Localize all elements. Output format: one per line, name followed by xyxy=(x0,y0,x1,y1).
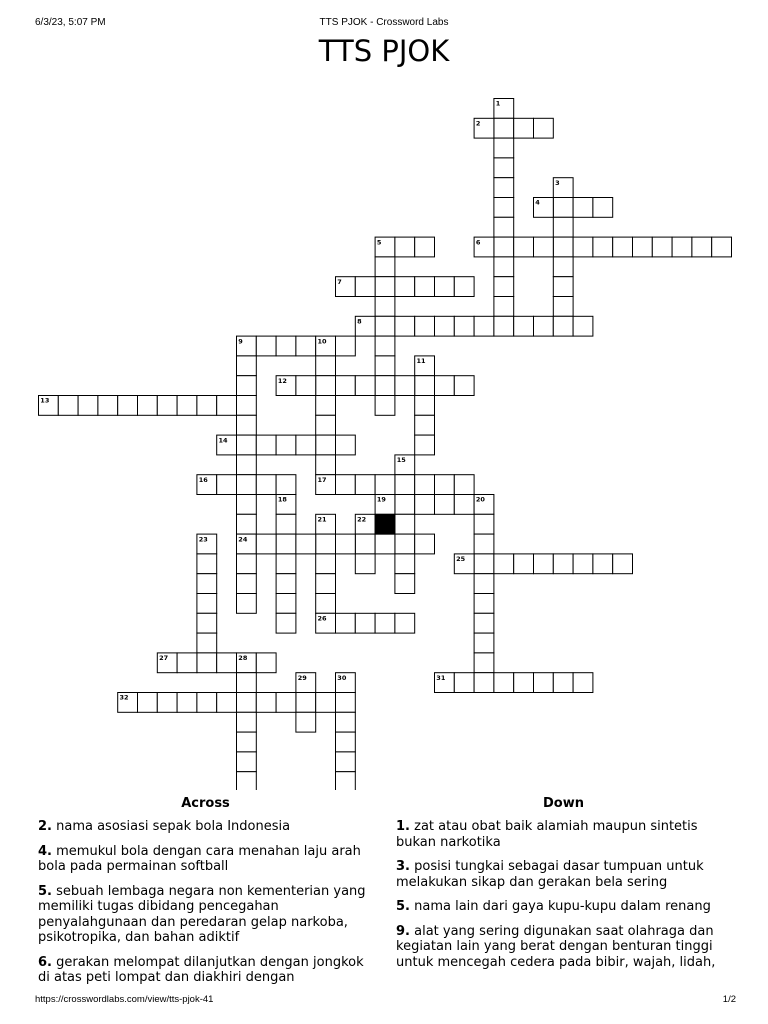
grid-cell[interactable] xyxy=(336,435,356,455)
grid-cell[interactable] xyxy=(474,316,494,336)
clue-number: 3. xyxy=(396,859,410,874)
grid-cell[interactable] xyxy=(98,396,118,416)
grid-number: 15 xyxy=(396,456,406,465)
print-header-datetime: 6/3/23, 5:07 PM xyxy=(35,17,106,28)
grid-cell[interactable] xyxy=(435,475,455,495)
grid-number: 24 xyxy=(238,535,248,544)
clue-across xyxy=(38,884,373,946)
grid-cell[interactable] xyxy=(316,356,336,376)
grid-number: 28 xyxy=(238,654,248,663)
grid-number: 19 xyxy=(376,495,386,504)
grid-cell[interactable] xyxy=(435,495,455,515)
grid-block-cell xyxy=(375,514,395,534)
grid-cell[interactable] xyxy=(553,554,573,574)
grid-cell[interactable] xyxy=(415,495,435,515)
grid-cell[interactable] xyxy=(276,435,296,455)
grid-cell[interactable] xyxy=(514,237,534,257)
grid-number: 26 xyxy=(317,614,327,623)
grid-cell[interactable] xyxy=(494,277,514,297)
grid-number: 16 xyxy=(198,475,208,484)
grid-cell[interactable] xyxy=(435,316,455,336)
grid-number: 22 xyxy=(357,515,367,524)
grid-number: 2 xyxy=(475,119,481,128)
grid-cell[interactable] xyxy=(395,514,415,534)
grid-cell[interactable] xyxy=(375,396,395,416)
grid-cell[interactable] xyxy=(395,277,415,297)
grid-cell[interactable] xyxy=(177,653,197,673)
grid-number: 20 xyxy=(475,495,485,504)
grid-cell[interactable] xyxy=(316,376,336,396)
grid-cell[interactable] xyxy=(256,653,276,673)
grid-number: 32 xyxy=(119,693,129,702)
grid-cell[interactable] xyxy=(415,237,435,257)
grid-cell[interactable] xyxy=(593,198,613,218)
grid-number: 27 xyxy=(159,654,169,663)
grid-cell[interactable] xyxy=(237,772,257,790)
grid-cell[interactable] xyxy=(494,316,514,336)
grid-cell[interactable] xyxy=(474,594,494,614)
grid-cell[interactable] xyxy=(256,475,276,495)
grid-cell[interactable] xyxy=(415,435,435,455)
grid-cell[interactable] xyxy=(415,475,435,495)
clue-across xyxy=(38,955,373,986)
grid-number: 8 xyxy=(357,317,362,326)
page-title: TTS PJOK xyxy=(318,34,450,68)
grid-cell[interactable] xyxy=(672,237,692,257)
grid-cell[interactable] xyxy=(494,297,514,317)
grid-cell[interactable] xyxy=(355,554,375,574)
grid-cell[interactable] xyxy=(553,673,573,693)
grid-cell[interactable] xyxy=(336,732,356,752)
grid-cell[interactable] xyxy=(474,633,494,653)
grid-cell[interactable] xyxy=(573,198,593,218)
grid-cell[interactable] xyxy=(276,475,296,495)
grid-cell[interactable] xyxy=(177,396,197,416)
grid-cell[interactable] xyxy=(454,475,474,495)
clue-number: 6. xyxy=(38,954,52,970)
grid-cell[interactable] xyxy=(316,435,336,455)
grid-cell[interactable] xyxy=(395,237,415,257)
grid-cell[interactable] xyxy=(237,495,257,515)
grid-cell[interactable] xyxy=(217,693,237,713)
grid-cell[interactable] xyxy=(395,534,415,554)
grid-cell[interactable] xyxy=(415,316,435,336)
grid-cell[interactable] xyxy=(237,554,257,574)
grid-number: 18 xyxy=(277,495,287,504)
grid-cell[interactable] xyxy=(355,534,375,554)
grid-cell[interactable] xyxy=(474,574,494,594)
grid-cell[interactable] xyxy=(276,693,296,713)
grid-cell[interactable] xyxy=(494,217,514,237)
grid-cell[interactable] xyxy=(553,316,573,336)
grid-cell[interactable] xyxy=(296,693,316,713)
grid-cell[interactable] xyxy=(573,237,593,257)
grid-cell[interactable] xyxy=(256,693,276,713)
grid-cell[interactable] xyxy=(553,237,573,257)
grid-cell[interactable] xyxy=(336,534,356,554)
grid-cell[interactable] xyxy=(375,534,395,554)
grid-cell[interactable] xyxy=(316,554,336,574)
grid-cell[interactable] xyxy=(375,277,395,297)
grid-cell[interactable] xyxy=(474,653,494,673)
grid-cell[interactable] xyxy=(237,435,257,455)
grid-cell[interactable] xyxy=(454,316,474,336)
down-heading: Down xyxy=(543,796,584,811)
grid-cell[interactable] xyxy=(415,396,435,416)
grid-cell[interactable] xyxy=(177,693,197,713)
grid-cell[interactable] xyxy=(336,772,356,790)
clue-down xyxy=(396,899,731,915)
grid-number: 3 xyxy=(555,178,560,187)
grid-cell[interactable] xyxy=(157,693,177,713)
grid-number: 11 xyxy=(416,357,426,366)
grid-cell[interactable] xyxy=(494,118,514,138)
grid-cell[interactable] xyxy=(336,712,356,732)
grid-number: 21 xyxy=(317,515,327,524)
grid-cell[interactable] xyxy=(454,277,474,297)
grid-cell[interactable] xyxy=(553,277,573,297)
print-footer-page: 1/2 xyxy=(722,994,736,1005)
grid-cell[interactable] xyxy=(514,118,534,138)
grid-cell[interactable] xyxy=(474,613,494,633)
grid-number: 23 xyxy=(198,535,208,544)
grid-cell[interactable] xyxy=(217,475,237,495)
grid-cell[interactable] xyxy=(256,435,276,455)
grid-cell[interactable] xyxy=(296,712,316,732)
print-header-title: TTS PJOK - Crossword Labs xyxy=(319,17,449,28)
clue-text: posisi tungkai sebagai dasar tumpuan untuk melakukan sikap dan gerakan bela sering xyxy=(396,859,704,890)
grid-cell[interactable] xyxy=(256,336,276,356)
grid-cell[interactable] xyxy=(395,574,415,594)
grid-cell[interactable] xyxy=(415,376,435,396)
grid-cell[interactable] xyxy=(276,554,296,574)
grid-cell[interactable] xyxy=(553,257,573,277)
clue-number: 1. xyxy=(396,819,410,834)
grid-cell[interactable] xyxy=(237,396,257,416)
grid-cell[interactable] xyxy=(395,495,415,515)
grid-cell[interactable] xyxy=(573,673,593,693)
grid-cell[interactable] xyxy=(237,752,257,772)
clue-number: 5. xyxy=(396,899,410,914)
grid-cell[interactable] xyxy=(474,534,494,554)
grid-cell[interactable] xyxy=(316,396,336,416)
grid-cell[interactable] xyxy=(652,237,672,257)
clue-down xyxy=(396,859,731,890)
clue-down xyxy=(396,819,731,850)
grid-cell[interactable] xyxy=(316,455,336,475)
grid-number: 9 xyxy=(238,337,243,346)
clue-text: nama lain dari gaya kupu-kupu dalam renang xyxy=(414,899,711,914)
grid-cell[interactable] xyxy=(316,415,336,435)
grid-cell[interactable] xyxy=(197,633,217,653)
grid-cell[interactable] xyxy=(336,376,356,396)
grid-cell[interactable] xyxy=(454,376,474,396)
grid-cell[interactable] xyxy=(336,693,356,713)
grid-cell[interactable] xyxy=(613,237,633,257)
grid-cell[interactable] xyxy=(316,594,336,614)
grid-cell[interactable] xyxy=(197,653,217,673)
clue-text: zat atau obat baik alamiah maupun sintetis bukan narkotika xyxy=(396,819,698,850)
grid-cell[interactable] xyxy=(197,554,217,574)
grid-cell[interactable] xyxy=(316,534,336,554)
grid-cell[interactable] xyxy=(474,514,494,534)
grid-cell[interactable] xyxy=(395,554,415,574)
clue-number: 2. xyxy=(38,819,52,834)
grid-number: 7 xyxy=(337,277,342,286)
grid-number: 13 xyxy=(40,396,50,405)
clue-text: nama asosiasi sepak bola Indonesia xyxy=(56,819,291,834)
clue-across xyxy=(38,844,373,875)
grid-cell[interactable] xyxy=(138,396,158,416)
grid-cell[interactable] xyxy=(276,336,296,356)
grid-cell[interactable] xyxy=(237,455,257,475)
grid-cell[interactable] xyxy=(118,396,138,416)
clue-text: memukul bola dengan cara menahan laju arah bola pada permainan softball xyxy=(38,843,361,874)
grid-cell[interactable] xyxy=(534,237,554,257)
grid-cell[interactable] xyxy=(78,396,98,416)
grid-cell[interactable] xyxy=(237,594,257,614)
grid-cell[interactable] xyxy=(336,613,356,633)
grid-cell[interactable] xyxy=(494,138,514,158)
grid-cell[interactable] xyxy=(375,613,395,633)
grid-cell[interactable] xyxy=(514,554,534,574)
grid-cell[interactable] xyxy=(237,693,257,713)
grid-cell[interactable] xyxy=(237,415,257,435)
grid-cell[interactable] xyxy=(415,277,435,297)
grid-cell[interactable] xyxy=(494,198,514,218)
grid-cell[interactable] xyxy=(375,475,395,495)
clue-number: 4. xyxy=(38,843,52,859)
grid-cell[interactable] xyxy=(296,435,316,455)
grid-cell[interactable] xyxy=(553,217,573,237)
grid-cell[interactable] xyxy=(494,237,514,257)
clue-across xyxy=(38,819,373,835)
grid-cell[interactable] xyxy=(415,415,435,435)
grid-cell[interactable] xyxy=(217,396,237,416)
grid-cell[interactable] xyxy=(355,376,375,396)
grid-cell[interactable] xyxy=(395,316,415,336)
grid-cell[interactable] xyxy=(256,534,276,554)
grid-cell[interactable] xyxy=(355,613,375,633)
grid-cell[interactable] xyxy=(375,376,395,396)
grid-cell[interactable] xyxy=(454,673,474,693)
grid-cell[interactable] xyxy=(355,277,375,297)
grid-cell[interactable] xyxy=(237,574,257,594)
print-footer-url: https://crosswordlabs.com/view/tts-pjok-41 xyxy=(35,994,214,1005)
grid-cell[interactable] xyxy=(435,277,455,297)
grid-number: 10 xyxy=(317,337,327,346)
grid-cell[interactable] xyxy=(454,495,474,515)
grid-cell[interactable] xyxy=(197,396,217,416)
grid-cell[interactable] xyxy=(415,534,435,554)
grid-cell[interactable] xyxy=(494,673,514,693)
grid-cell[interactable] xyxy=(573,554,593,574)
grid-cell[interactable] xyxy=(237,376,257,396)
grid-cell[interactable] xyxy=(336,752,356,772)
grid-cell[interactable] xyxy=(553,297,573,317)
grid-cell[interactable] xyxy=(336,475,356,495)
grid-cell[interactable] xyxy=(237,356,257,376)
grid-number: 12 xyxy=(277,376,287,385)
grid-number: 6 xyxy=(475,238,481,247)
grid-cell[interactable] xyxy=(197,574,217,594)
across-clues xyxy=(38,796,373,995)
grid-number: 25 xyxy=(456,555,466,564)
clue-number: 9. xyxy=(396,923,410,939)
clue-text: alat yang sering digunakan saat olahraga dan kegiatan lain yang berat dengan benturan tinggi untuk mencegah cedera pada bibir, wajah, lidah, xyxy=(396,923,716,970)
grid-cell[interactable] xyxy=(553,198,573,218)
clue-down xyxy=(396,924,731,971)
grid-cell[interactable] xyxy=(276,613,296,633)
grid-cell[interactable] xyxy=(633,237,653,257)
grid-cell[interactable] xyxy=(474,673,494,693)
grid-cell[interactable] xyxy=(197,613,217,633)
grid-cell[interactable] xyxy=(316,574,336,594)
grid-cell[interactable] xyxy=(712,237,732,257)
grid-cell[interactable] xyxy=(474,554,494,574)
grid-number: 4 xyxy=(535,198,540,207)
grid-cell[interactable] xyxy=(534,554,554,574)
grid-cell[interactable] xyxy=(237,514,257,534)
grid-number: 29 xyxy=(297,673,307,682)
grid-cell[interactable] xyxy=(237,712,257,732)
clue-text: gerakan melompat dilanjutkan dengan jongkok di atas peti lompat dan diakhiri dengan xyxy=(38,954,364,985)
down-clues xyxy=(396,796,731,979)
clue-text: sebuah lembaga negara non kementerian yang memiliki tugas dibidang pencegahan penyalahgunaan dan peredaran gelap narkoba, psikotropika, dan bahan adiktif xyxy=(38,883,366,945)
grid-number: 14 xyxy=(218,436,228,445)
grid-cell[interactable] xyxy=(296,376,316,396)
grid-cell[interactable] xyxy=(276,594,296,614)
grid-cell[interactable] xyxy=(276,514,296,534)
grid-cell[interactable] xyxy=(157,396,177,416)
grid-cell[interactable] xyxy=(395,475,415,495)
grid-cell[interactable] xyxy=(316,693,336,713)
grid-cell[interactable] xyxy=(435,376,455,396)
grid-cell[interactable] xyxy=(237,732,257,752)
grid-cell[interactable] xyxy=(613,554,633,574)
grid-cell[interactable] xyxy=(692,237,712,257)
grid-cell[interactable] xyxy=(138,693,158,713)
grid-cell[interactable] xyxy=(336,336,356,356)
grid-cell[interactable] xyxy=(534,316,554,336)
grid-cell[interactable] xyxy=(514,673,534,693)
grid-cell[interactable] xyxy=(514,316,534,336)
grid-cell[interactable] xyxy=(237,475,257,495)
grid-cell[interactable] xyxy=(494,158,514,178)
grid-cell[interactable] xyxy=(395,376,415,396)
grid-cell[interactable] xyxy=(197,693,217,713)
grid-cell[interactable] xyxy=(494,178,514,198)
grid-cell[interactable] xyxy=(197,594,217,614)
grid-cell[interactable] xyxy=(276,574,296,594)
grid-cell[interactable] xyxy=(237,673,257,693)
grid-cell[interactable] xyxy=(296,336,316,356)
grid-cell[interactable] xyxy=(375,356,395,376)
grid-number: 31 xyxy=(436,673,446,682)
grid-number: 1 xyxy=(495,99,501,108)
clue-number: 5. xyxy=(38,883,52,899)
grid-cell[interactable] xyxy=(494,554,514,574)
grid-cell[interactable] xyxy=(395,613,415,633)
grid-number: 30 xyxy=(337,673,347,682)
grid-cell[interactable] xyxy=(573,316,593,336)
grid-cell[interactable] xyxy=(534,673,554,693)
grid-number: 5 xyxy=(376,238,382,247)
grid-cell[interactable] xyxy=(355,475,375,495)
grid-number: 17 xyxy=(317,475,327,484)
grid-cell[interactable] xyxy=(375,336,395,356)
grid-cell[interactable] xyxy=(593,554,613,574)
across-heading: Across xyxy=(181,796,230,811)
grid-cell[interactable] xyxy=(217,653,237,673)
grid-cell[interactable] xyxy=(375,316,395,336)
grid-cell[interactable] xyxy=(276,534,296,554)
grid-cell[interactable] xyxy=(494,257,514,277)
grid-cell[interactable] xyxy=(296,534,316,554)
grid-cell[interactable] xyxy=(593,237,613,257)
grid-cell[interactable] xyxy=(58,396,78,416)
grid-cell[interactable] xyxy=(375,257,395,277)
grid-cell[interactable] xyxy=(375,297,395,317)
grid-cell[interactable] xyxy=(534,118,554,138)
